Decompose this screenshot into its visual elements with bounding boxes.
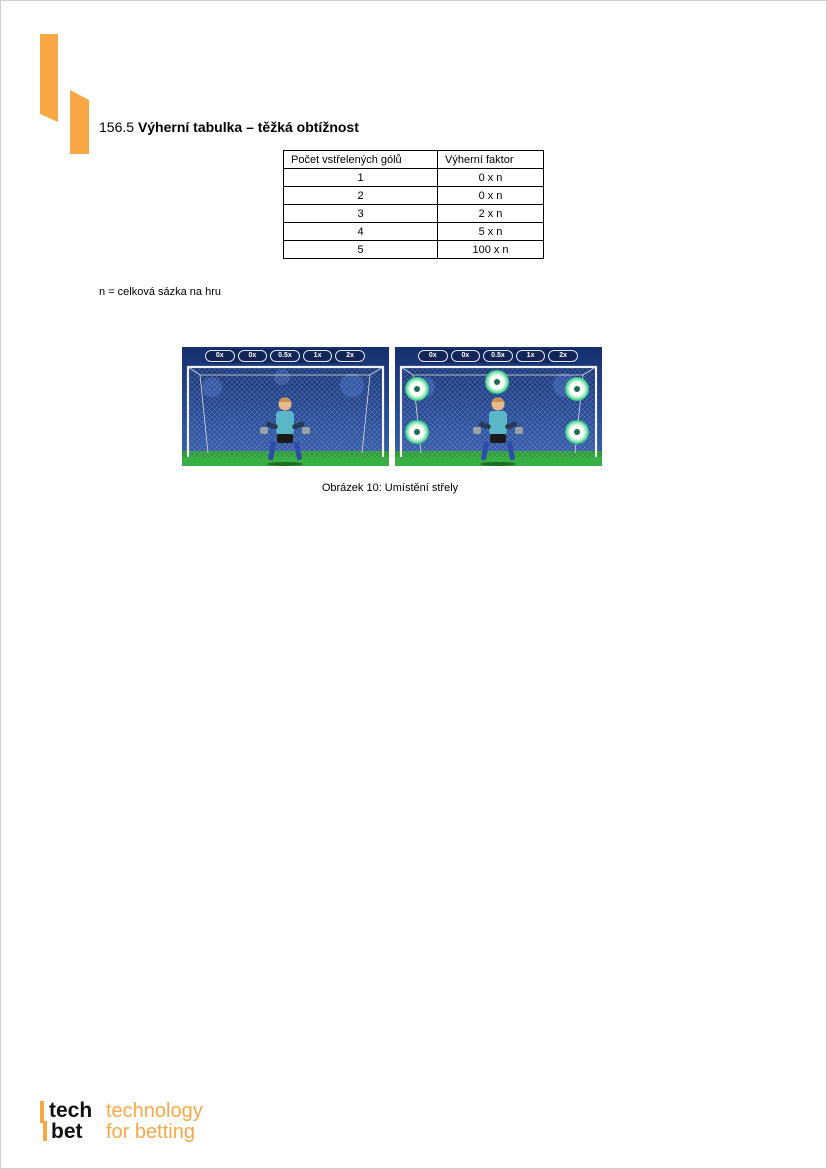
table-row bbox=[284, 205, 544, 223]
multiplier-badge: 0x bbox=[451, 350, 481, 362]
table-cell-factor: 2 x n bbox=[438, 205, 544, 223]
table-cell-factor: 0 x n bbox=[438, 169, 544, 187]
table-row bbox=[284, 169, 544, 187]
figure-caption: Obrázek 10: Umístění střely bbox=[321, 482, 459, 494]
table-cell-goals: 3 bbox=[284, 205, 438, 223]
multiplier-bar bbox=[205, 350, 365, 362]
logo-bar-icon bbox=[40, 1101, 48, 1141]
table-row bbox=[284, 223, 544, 241]
multiplier-badge: 0x bbox=[418, 350, 448, 362]
table-header-goals: Počet vstřelených gólů bbox=[284, 151, 438, 169]
table-row bbox=[284, 241, 544, 259]
multiplier-badge: 0.5x bbox=[270, 350, 300, 362]
multiplier-bar bbox=[418, 350, 578, 362]
table-cell-factor: 5 x n bbox=[438, 223, 544, 241]
table-cell-goals: 4 bbox=[284, 223, 438, 241]
multiplier-badge: 1x bbox=[303, 350, 333, 362]
section-heading bbox=[99, 119, 359, 135]
table-cell-goals: 2 bbox=[284, 187, 438, 205]
ball-target-top-center[interactable] bbox=[485, 370, 509, 394]
logo-word-for-betting: for betting bbox=[106, 1121, 195, 1143]
ball-target-top-right[interactable] bbox=[565, 377, 589, 401]
logo-word-technology: technology bbox=[106, 1100, 203, 1122]
ball-target-bottom-right[interactable] bbox=[565, 420, 589, 444]
table-header-factor: Výherní faktor bbox=[438, 151, 544, 169]
brand-corner-mark bbox=[40, 34, 92, 156]
stake-note: n = celková sázka na hru bbox=[99, 286, 221, 298]
section-number: 156.5 bbox=[99, 119, 135, 135]
table-cell-goals: 1 bbox=[284, 169, 438, 187]
multiplier-badge: 0x bbox=[205, 350, 235, 362]
multiplier-badge: 2x bbox=[335, 350, 365, 362]
table-row bbox=[284, 187, 544, 205]
ball-target-bottom-left[interactable] bbox=[405, 420, 429, 444]
game-screenshot-shot-positions bbox=[395, 347, 602, 466]
logo-word-bet: bet bbox=[51, 1120, 83, 1143]
section-title: Výherní tabulka – těžká obtížnost bbox=[137, 119, 359, 135]
table-header-row bbox=[284, 151, 544, 169]
table-cell-factor: 100 x n bbox=[438, 241, 544, 259]
logo-word-tech: tech bbox=[49, 1099, 93, 1122]
multiplier-badge: 2x bbox=[548, 350, 578, 362]
table-cell-factor: 0 x n bbox=[438, 187, 544, 205]
multiplier-badge: 0.5x bbox=[483, 350, 513, 362]
multiplier-badge: 1x bbox=[516, 350, 546, 362]
table-cell-goals: 5 bbox=[284, 241, 438, 259]
win-table bbox=[283, 150, 544, 259]
game-screenshot-empty bbox=[182, 347, 389, 466]
multiplier-badge: 0x bbox=[238, 350, 268, 362]
ball-target-top-left[interactable] bbox=[405, 377, 429, 401]
